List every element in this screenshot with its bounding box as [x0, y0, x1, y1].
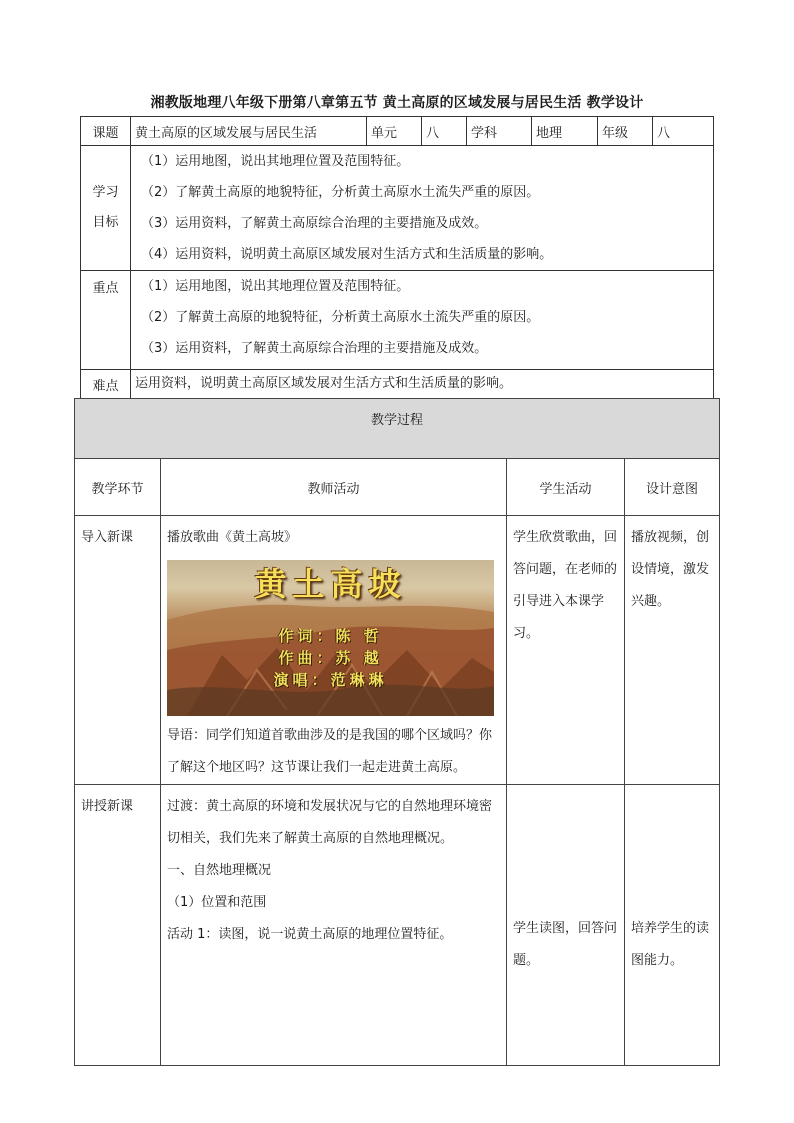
goal-item: （3）运用资料，了解黄土高原综合治理的主要措施及成效。: [141, 216, 488, 231]
col-stage-header: 教学环节: [75, 459, 161, 516]
stage-cell: 讲授新课: [75, 785, 161, 1066]
document-title: 湘教版地理八年级下册第八章第五节 黄土高原的区域发展与居民生活 教学设计: [150, 95, 644, 111]
goals-list: [131, 146, 714, 271]
process-title-row: [75, 399, 720, 459]
design-intent-cell: 播放视频，创设情境，激发兴趣。: [625, 516, 720, 785]
teaching-process-table: [74, 398, 720, 1066]
goals-row: [81, 146, 714, 271]
key-point-item: （3）运用资料，了解黄土高原综合治理的主要措施及成效。: [141, 341, 488, 356]
teacher-section-heading: 一、自然地理概况: [167, 863, 272, 878]
teacher-subsection: （1）位置和范围: [167, 895, 267, 910]
teacher-activity-text: 活动 1：读图，说一说黄土高原的地理位置特征。: [167, 927, 453, 942]
difficult-text: 运用资料，说明黄土高原区域发展对生活方式和生活质量的影响。: [135, 376, 513, 391]
grade-label: 年级: [598, 117, 653, 146]
video-lyricist: 作词：陈 哲: [278, 627, 383, 645]
unit-label: 单元: [367, 117, 422, 146]
key-label: 重点: [81, 271, 131, 370]
student-activity-text: 学生读图，回答问题。: [513, 921, 618, 968]
course-info-table: [80, 116, 714, 399]
process-row-intro: [75, 516, 720, 785]
video-singer: 演唱：范琳琳: [273, 671, 388, 689]
topic-label: 课题: [81, 117, 131, 146]
stage-cell: 导入新课: [75, 516, 161, 785]
col-student-header: 学生活动: [507, 459, 625, 516]
goal-item: （4）运用资料，说明黄土高原区域发展对生活方式和生活质量的影响。: [141, 247, 553, 262]
teacher-guide-text: 导语：同学们知道首歌曲涉及的是我国的哪个区域吗？你了解这个地区吗？这节课让我们一起走进黄土高原。: [167, 728, 493, 775]
subject-value: 地理: [532, 117, 598, 146]
subject-label: 学科: [467, 117, 532, 146]
difficult-row: [81, 370, 714, 399]
key-points-row: [81, 271, 714, 370]
goals-label: 学习 目标: [81, 146, 131, 271]
teacher-transition-text: 过渡：黄土高原的环境和发展状况与它的自然地理环境密切相关，我们先来了解黄土高原的自然地理概况。: [167, 799, 493, 846]
difficult-label: 难点: [81, 370, 131, 399]
col-intent-header: 设计意图: [625, 459, 720, 516]
info-header-row: [81, 117, 714, 146]
unit-value: 八: [422, 117, 467, 146]
teacher-activity-cell: [161, 516, 507, 785]
topic-value: 黄土高原的区域发展与居民生活: [131, 117, 367, 146]
process-row-new-lesson: [75, 785, 720, 1066]
process-column-headers: [75, 459, 720, 516]
process-title: 教学过程: [75, 399, 720, 459]
key-points-list: [131, 271, 714, 370]
design-intent-cell: [625, 785, 720, 1066]
song-video-thumbnail[interactable]: [167, 560, 494, 716]
teacher-intro-text: 播放歌曲《黄土高坡》: [167, 530, 298, 545]
col-teacher-header: 教师活动: [161, 459, 507, 516]
key-point-item: （1）运用地图，说出其地理位置及范围特征。: [141, 279, 410, 294]
key-point-item: （2）了解黄土高原的地貌特征，分析黄土高原水土流失严重的原因。: [141, 310, 540, 325]
grade-value: 八: [653, 117, 714, 146]
teacher-activity-cell: [161, 785, 507, 1066]
video-title: 黄土高坡: [254, 565, 407, 603]
student-activity-cell: 学生欣赏歌曲，回答问题，在老师的引导进入本课学习。: [507, 516, 625, 785]
goal-item: （1）运用地图，说出其地理位置及范围特征。: [141, 154, 410, 169]
student-activity-cell: [507, 785, 625, 1066]
video-composer: 作曲：苏 越: [278, 649, 383, 667]
design-intent-text: 培养学生的读图能力。: [631, 921, 710, 968]
difficult-value: [131, 370, 714, 399]
goal-item: （2）了解黄土高原的地貌特征，分析黄土高原水土流失严重的原因。: [141, 185, 540, 200]
